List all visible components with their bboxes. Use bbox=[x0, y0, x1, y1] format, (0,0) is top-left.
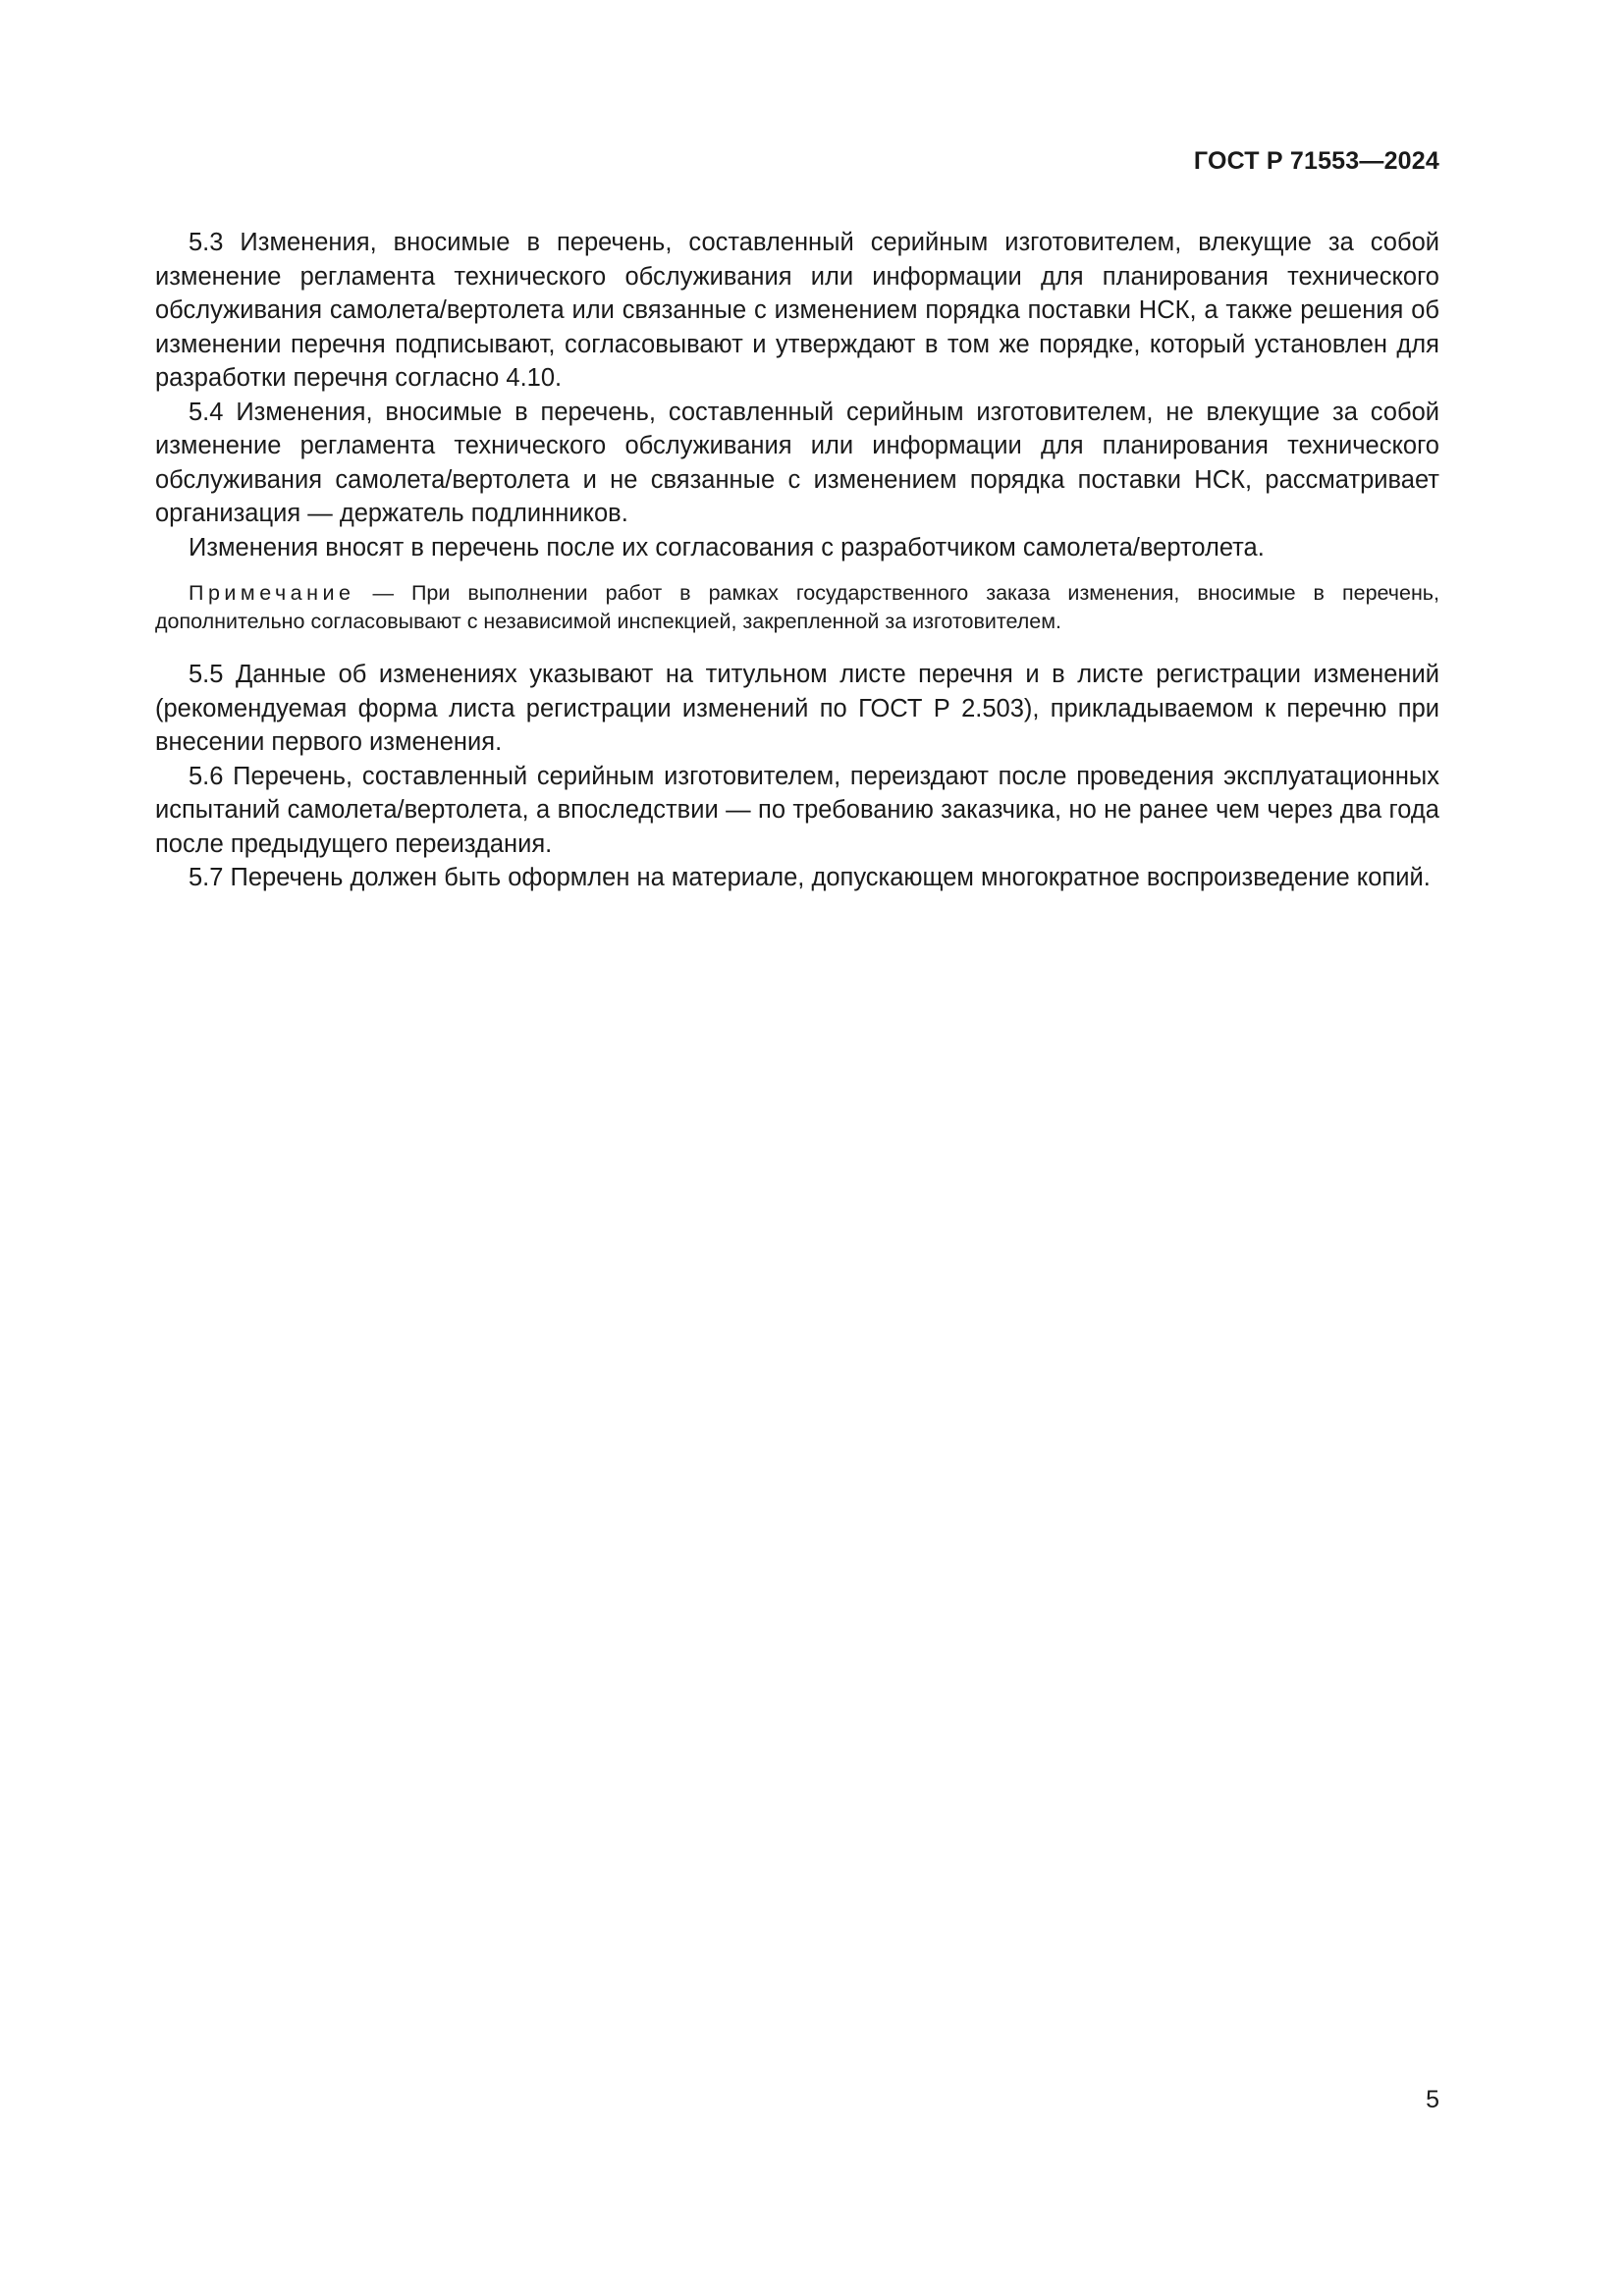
page-number: 5 bbox=[1426, 2086, 1439, 2113]
note-text: — При выполнении работ в рамках государственного заказа изменения, вносимые в перечень, дополнительно согласовывают с независимой инспекцией, закрепленной за изготовителем. bbox=[155, 581, 1439, 633]
paragraph-5-4: 5.4 Изменения, вносимые в перечень, составленный серийным изготовителем, не влекущие за собой изменение регламента технического обслуживания или информации для планирования технического обслуживания самолета/вертолета и не связанные с изменением порядка поставки НСК, рассматривает организация — держатель подлинников. bbox=[155, 398, 1439, 527]
note bbox=[155, 579, 1439, 636]
note-label: Примечание bbox=[189, 581, 355, 605]
paragraph-5-4-continuation: Изменения вносят в перечень после их согласования с разработчиком самолета/вертолета. bbox=[189, 533, 1265, 561]
paragraph-5-6: 5.6 Перечень, составленный серийным изготовителем, переиздают после проведения эксплуатационных испытаний самолета/вертолета, а впоследствии — по требованию заказчика, но не ранее чем через два года после предыдущего переиздания. bbox=[155, 762, 1439, 858]
paragraph-5-7: 5.7 Перечень должен быть оформлен на материале, допускающем многократное воспроизведение копий. bbox=[189, 864, 1431, 891]
paragraph-5-5: 5.5 Данные об изменениях указывают на титульном листе перечня и в листе регистрации изменений (рекомендуемая форма листа регистрации изменений по ГОСТ Р 2.503), прикладываемом к перечню при внесении первого изменения. bbox=[155, 661, 1439, 756]
document-code-header: ГОСТ Р 71553—2024 bbox=[1193, 147, 1439, 175]
paragraph-5-3: 5.3 Изменения, вносимые в перечень, составленный серийным изготовителем, влекущие за собой изменение регламента технического обслуживания или информации для планирования технического обслуживания самолета/вертолета или связанные с изменением порядка поставки НСК, а также решения об изменении перечня подписывают, согласовывают и утверждают в том же порядке, который установлен для разработки перечня согласно 4.10. bbox=[155, 229, 1439, 392]
document-body bbox=[155, 226, 1439, 895]
